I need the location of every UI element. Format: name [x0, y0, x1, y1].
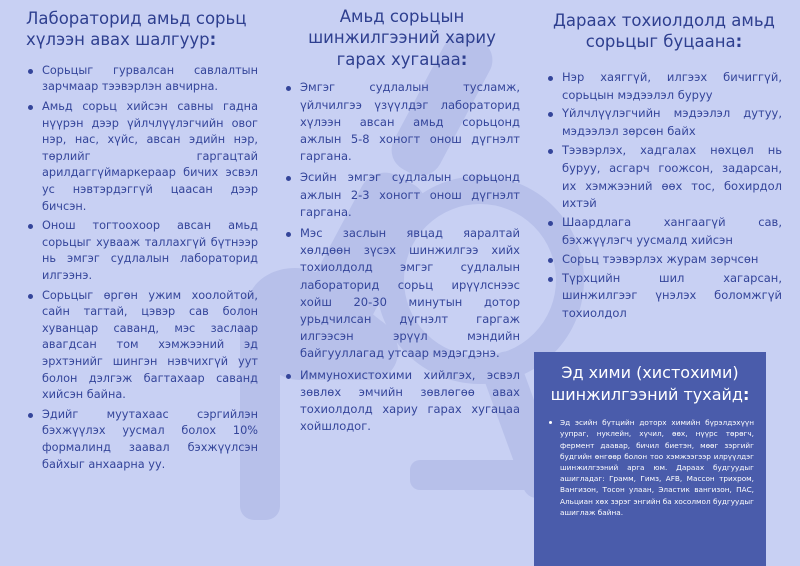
list-item: Амьд сорьц хийсэн савны гадна нүүрэн дээр үйлчлүүлэгчийн овог нэр, нас, хүйс, авсан эдийн нэр, төрлийг гаргацтай арилдаггүймаркераар бичих эсвэл ус нэвтэрдэггүй цаасан дээр бичсэн. [26, 99, 258, 215]
list-item: Эмгэг судлалын тусламж, үйлчилгээ үзүүлдэг лабораторид хүлээн авсан амьд сорьцонд ажлын 5-8 хоногт онош дүгнэлт гаргана. [284, 79, 520, 165]
list-item: Иммунохистохими хийлгэх, эсвэл зөвлөх эмчийн зөвлөгөө авах тохиолдолд хариу гарах хугацаа хойшлодог. [284, 367, 520, 436]
list-item: Үйлчлүүлэгчийн мэдээлэл дутуу, мэдээлэл зөрсөн байх [546, 105, 782, 141]
col1-title: Лабораторид амьд сорьц хүлээн авах шалгуур: [26, 9, 247, 50]
list-item: Сорьц тээвэрлэх журам зөрчсөн [546, 251, 782, 269]
list-item: Мэс заслын явцад яаралтай хөлдөөн зүсэх шинжилгээ хийх тохиолдолд эмгэг судлалын лабораторид сорьц ирүүлснээс хойш 20-30 минутын дотор урьдчилсан дүгнэлт гаргаж илгээсэн эрүүл мэндийн байгууллагад утсаар мэдэгдэнэ. [284, 225, 520, 363]
list-item: Тээвэрлэх, хадгалах нөхцөл нь буруу, асгарч гоожсон, задарсан, их хэмжээний өөх тос, бохирдол ихтэй [546, 142, 782, 213]
column-sample-rejection [546, 0, 782, 324]
col3-title: Дараах тохиолдолд амьд сорьцыг буцаана: [553, 11, 775, 52]
histochemistry-infobox [534, 352, 766, 566]
list-item: Нэр хаяггүй, илгээх бичиггүй, сорьцын мэдээлэл буруу [546, 69, 782, 105]
list-item: Түрхцийн шил хагарсан, шинжилгээг үнэлэх боломжгүй тохиолдол [546, 270, 782, 323]
col3-list [546, 69, 782, 323]
infobox-title: Эд хими (хистохими) шинжилгээний тухайд: [550, 363, 750, 404]
infobox-list [546, 417, 754, 518]
list-item: Эдийг муутахаас сэргийлэн бэхжүүлэх уусмал болох 10% формалинд заавал бэхжүүлсэн байхыг анхаарна уу. [26, 407, 258, 473]
col1-list [26, 63, 258, 473]
column-sample-acceptance [26, 0, 258, 476]
list-item: Эсийн эмгэг судлалын сорьцонд ажлын 2-3 хоногт онош дүгнэлт гаргана. [284, 169, 520, 221]
column-result-time [284, 0, 520, 439]
list-item: Эд эсийн бүтцийн доторх химийн бүрэлдэхүүн уупраг, нуклейн, хүчил, өөх, нүүрс төрөгч, фермент даавар, бичил биетэн, мөөг зэргийг будгийн өнгөөр болон тоо хэмжээгээр илрүүлдэг шинжилгээний арга юм. Дараах будгуудыг ашигладаг: Грамм, Гимз, AFB, Массон трихром, Вангизон, Тосон улаан, Эластик вангизон, ПАС, Альциан хөх зэрэг энгийн ба хосолмол будгуудыг ашиглаж байна. [546, 417, 754, 518]
col2-title: Амьд сорьцын шинжилгээний хариу гарах хугацаа: [308, 7, 496, 69]
list-item: Сорьцыг өргөн ужим хоолойтой, сайн тагтай, цэвэр сав болон хуванцар саванд, мэс заслаар авагдсан том хэмжээний эд эрхтэнийг шингэн нэвчихгүй уут болон дэлгэж багтахаар саванд хийсэн байна. [26, 288, 258, 404]
list-item: Онош тогтоохоор авсан амьд сорьцыг хувааж таллахгүй бүтнээр нь эмгэг судлалын лабораторид илгээнэ. [26, 218, 258, 284]
list-item: Шаардлага хангаагүй сав, бэхжүүлэгч уусмалд хийсэн [546, 214, 782, 250]
col2-list [284, 79, 520, 435]
list-item: Сорьцыг гурвалсан савлалтын зарчмаар тээвэрлэн авчирна. [26, 63, 258, 96]
